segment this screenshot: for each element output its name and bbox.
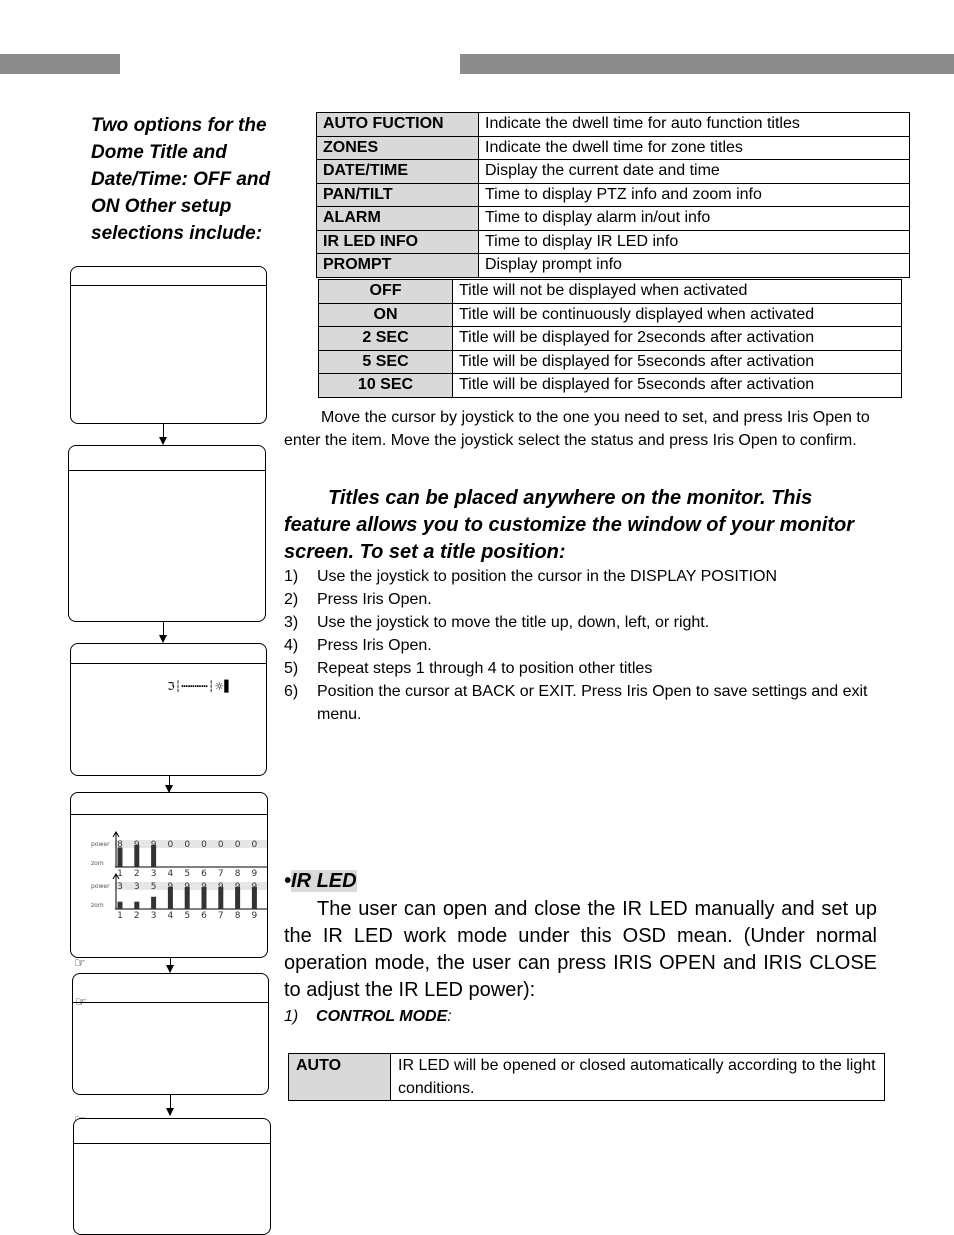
table-value: Time to display PTZ info and zoom info [479,183,910,207]
table-key: ALARM [317,207,479,231]
value-label: 9 [201,882,207,892]
table-value: IR LED will be opened or closed automatically according to the light conditions. [391,1054,885,1101]
table-row [317,207,910,231]
tick-label: 2 [133,869,140,879]
table-value: Time to display alarm in/out info [479,207,910,231]
osd-glyph: ℑ┆┅┅┅┅┆☼▌ [167,680,233,693]
function-table [316,112,910,278]
table-key: AUTO [289,1054,391,1101]
table-value: Indicate the dwell time for auto function titles [479,113,910,137]
tick-label: 3 [150,911,157,921]
step-text: Repeat steps 1 through 4 to position other titles [317,660,653,677]
tick-label: 1 [117,869,123,879]
arrow-down-2 [163,622,164,642]
value-label: 3 [117,882,123,892]
value-label: 0 [217,840,224,850]
table-value: Title will not be displayed when activated [453,280,902,304]
table-row [317,160,910,184]
move-cursor-text: Move the cursor by joystick to the one you need to set, and press Iris Open to enter the item. Move the joystick select the status and press Iris Open to confirm. [284,409,870,449]
list-item [284,680,884,726]
power-bar [118,847,123,867]
value-label: 0 [251,840,258,850]
arrow-down-4 [170,958,171,972]
table-row [317,136,910,160]
table-row [319,350,902,374]
table-value: Title will be continuously displayed when activated [453,303,902,327]
tick-label: 5 [184,911,191,921]
table-key: AUTO FUCTION [317,113,479,137]
table-key: 5 SEC [319,350,453,374]
row-label-power: power [91,841,110,848]
step-number: 2) [284,591,299,608]
osd-menu-box-1 [70,266,267,424]
tick-label: 2 [133,911,140,921]
ir-power-chart [71,815,267,955]
step-text: Use the joystick to move the title up, down, left, or right. [317,614,710,631]
power-bar [118,902,123,909]
move-cursor-paragraph [284,406,884,452]
table-key: PROMPT [317,254,479,278]
list-item [284,588,884,611]
tick-label: 4 [167,911,174,921]
table-row [317,230,910,254]
irled-paragraph [284,896,877,1004]
row-label-zom: zom [91,860,104,867]
tick-label: 1 [117,911,123,921]
value-label: 5 [150,882,157,892]
control-mode-text: CONTROL MODE [316,1008,448,1025]
value-label: 8 [117,840,123,850]
tick-label: 8 [234,869,241,879]
step-number: 3) [284,614,299,631]
power-bar [151,897,156,909]
table-key: ON [319,303,453,327]
power-bar [134,902,139,909]
table-value: Indicate the dwell time for zone titles [479,136,910,160]
tick-label: 9 [251,869,258,879]
bullet: • [284,870,292,892]
hand-pointer-icon: ☞ [74,956,86,971]
list-item [284,634,884,657]
position-steps-list [284,565,884,726]
table-row [319,327,902,351]
step-text: Use the joystick to position the cursor in the DISPLAY POSITION [317,568,778,585]
value-label: 0 [167,840,174,850]
list-item [284,565,884,588]
tick-label: 4 [167,869,174,879]
value-label: 9 [133,840,140,850]
table-row [289,1054,885,1101]
tick-label: 6 [201,869,207,879]
table-value: Title will be displayed for 5seconds after activation [453,350,902,374]
tick-label: 8 [234,911,241,921]
header-bar-left [0,54,120,74]
tick-label: 7 [217,911,224,921]
table-row [319,303,902,327]
step-text: Position the cursor at BACK or EXIT. Press Iris Open to save settings and exit menu. [317,683,868,723]
title-mode-table [318,279,902,398]
table-value: Title will be displayed for 2seconds after activation [453,327,902,351]
irled-heading-text: IR LED [291,870,357,892]
tick-label: 3 [150,869,157,879]
header-bar-right [460,54,954,74]
table-key: IR LED INFO [317,230,479,254]
tick-label: 6 [201,911,207,921]
arrow-down-3 [169,776,170,792]
osd-menu-box-6 [73,1118,271,1235]
table-row [317,113,910,137]
side-heading: Two options for the Dome Title and Date/Time: OFF and ON Other setup selections include: [91,115,271,244]
table-key: 10 SEC [319,374,453,398]
value-label: 0 [184,840,191,850]
table-row [317,183,910,207]
osd-menu-box-5 [72,973,269,1095]
step-number: 1) [284,568,299,585]
table-row [319,280,902,304]
step-text: Press Iris Open. [317,637,432,654]
list-item [284,611,884,634]
titles-text: Titles can be placed anywhere on the monitor. This feature allows you to customize the window of your monitor screen. To set a title position: [284,487,855,563]
hand-pointer-icon: ☞ [75,995,87,1010]
step-text: Press Iris Open. [317,591,432,608]
tick-label: 7 [217,869,224,879]
table-value: Title will be displayed for 5seconds after activation [453,374,902,398]
osd-menu-box-2 [68,445,266,622]
value-label: 9 [150,840,157,850]
control-mode-label [284,1005,452,1028]
step-number: 4) [284,637,299,654]
value-label: 3 [133,882,140,892]
osd-menu-box-4 [70,792,268,958]
auto-mode-table [288,1053,885,1101]
row-label-zom: zom [91,902,104,909]
step-number: 5) [284,660,299,677]
titles-paragraph [284,485,884,566]
table-row [319,374,902,398]
value-label: 9 [234,882,241,892]
table-row [317,254,910,278]
value-label: 0 [201,840,207,850]
table-key: 2 SEC [319,327,453,351]
table-value: Time to display IR LED info [479,230,910,254]
step-number: 6) [284,683,299,700]
table-value: Display the current date and time [479,160,910,184]
tick-label: 5 [184,869,191,879]
table-key: ZONES [317,136,479,160]
list-item [284,657,884,680]
table-key: DATE/TIME [317,160,479,184]
table-key: PAN/TILT [317,183,479,207]
arrow-down-5 [170,1095,171,1115]
arrow-down-1 [163,424,164,444]
value-label: 9 [184,882,191,892]
control-mode-colon: : [447,1008,452,1025]
table-value: Display prompt info [479,254,910,278]
value-label: 9 [167,882,174,892]
value-label: 0 [234,840,241,850]
table-key: OFF [319,280,453,304]
control-mode-number: 1) [284,1008,299,1025]
irled-text: The user can open and close the IR LED manually and set up the IR LED work mode under this OSD mean. (Under normal operation mode, the user can press IRIS OPEN and IRIS CLOSE to adjust the IR LED power): [284,898,877,1001]
osd-menu-box-3 [70,643,267,776]
row-label-power: power [91,883,110,890]
irled-heading [284,868,357,895]
tick-label: 9 [251,911,258,921]
value-label: 9 [217,882,224,892]
value-label: 9 [251,882,258,892]
